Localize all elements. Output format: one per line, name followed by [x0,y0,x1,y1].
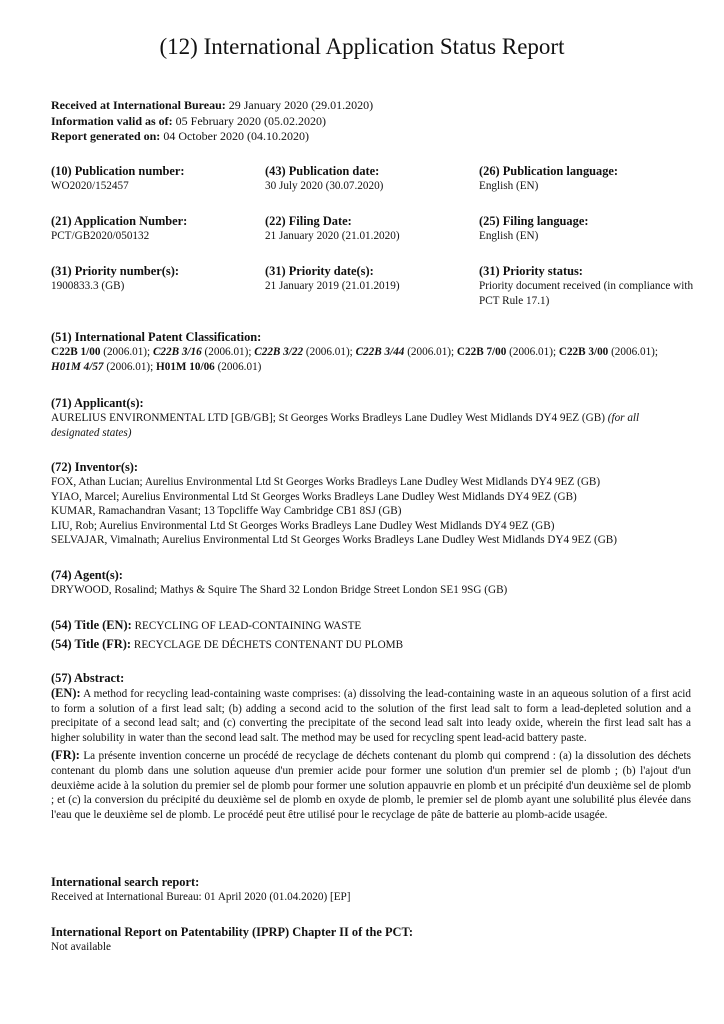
inventor-item: KUMAR, Ramachandran Vasant; 13 Topcliffe Way Cambridge CB1 8SJ (GB) [51,505,402,518]
priority-date-block [265,263,475,294]
search-report-label: International search report: [51,875,200,889]
ipc-code: C22B 3/00 [558,346,609,358]
ipc-code: C22B 3/16 [152,346,202,358]
agents-section [51,567,687,598]
ipc-code: C22B 3/44 [355,346,405,358]
publication-date: 30 July 2020 (30.07.2020) [265,180,384,192]
ipc-code: H01M 4/57 [51,360,104,373]
abstract-label: (57) Abstract: [51,671,125,685]
iprp-label: International Report on Patentability (IPRP) Chapter II of the PCT: [51,925,413,939]
ipc-version: (2006.01); [404,346,457,358]
publication-number: WO2020/152457 [51,180,129,192]
abstract-en-text: A method for recycling lead-containing waste comprises: (a) dissolving the lead-containing waste in an aqueous solution of a first acid to form a solution of a first lead salt; (b) adding a second acid to the solution of the first lead salt to form a lead-depleted solution and a precipitate of a second lead salt; and (c) converting the precipitate of the second lead salt into leady oxide, wherein the first lead salt has a higher solubility in water than the second lead salt. The method may be used for recycling spent lead-acid battery paste. [51,688,692,744]
filing-language-label: (25) Filing language: [479,214,589,228]
publication-language: English (EN) [479,180,539,192]
filing-language: English (EN) [479,230,539,242]
title-fr: RECYCLAGE DE DÉCHETS CONTENANT DU PLOMB [133,638,404,651]
inventors-section [51,459,687,548]
title-en: RECYCLING OF LEAD-CONTAINING WASTE [134,620,362,632]
search-report-text: Received at International Bureau: 01 April 2020 (01.04.2020) [EP] [51,891,351,903]
ipc-version: (2006.01) [214,360,262,373]
filing-date-block [265,213,475,244]
applicants-label: (71) Applicant(s): [51,396,144,410]
filing-language-block [479,213,689,244]
agent-text: DRYWOOD, Rosalind; Mathys & Squire The Shard 32 London Bridge Street London SE1 9SG (GB) [51,584,508,596]
applicant-entry [51,411,687,440]
priority-date-label: (31) Priority date(s): [265,264,374,278]
valid-value: 05 February 2020 (05.02.2020) [175,113,326,128]
application-number: PCT/GB2020/050132 [51,230,150,242]
title-en-row [51,617,687,634]
publication-language-label: (26) Publication language: [479,164,619,178]
ipc-label: (51) International Patent Classification: [51,330,262,344]
inventor-item: SELVAJAR, Vimalnath; Aurelius Environmental Ltd St Georges Works Bradleys Lane Dudley West Midlands DY4 9EZ (GB) [51,534,617,547]
publication-date-label: (43) Publication date: [265,164,380,178]
title-fr-label: (54) Title (FR): [51,636,132,651]
publication-language-block [479,163,689,194]
generated-row [51,129,373,145]
ipc-version: (2006.01); [303,346,356,358]
ipc-section [51,329,687,374]
generated-value: 04 October 2020 (04.10.2020) [163,129,309,143]
received-row [51,98,373,114]
received-value: 29 January 2020 (29.01.2020) [228,98,374,112]
priority-date: 21 January 2019 (21.01.2019) [265,280,400,292]
publication-date-block [265,163,475,194]
valid-row [51,114,373,130]
title-fr-row [51,636,687,653]
title-en-label: (54) Title (EN): [51,618,132,632]
inventor-item: LIU, Rob; Aurelius Environmental Ltd St Georges Works Bradleys Lane Dudley West Midlands DY4 9EZ (GB) [51,519,555,532]
publication-number-block [51,163,261,194]
inventors-label: (72) Inventor(s): [51,460,139,474]
ipc-version: (2006.01); [608,346,658,358]
agents-label: (74) Agent(s): [51,568,123,582]
priority-status-label: (31) Priority status: [479,264,583,278]
application-number-block [51,213,261,244]
abstract-fr-text: La présente invention concerne un procédé de recyclage de déchets contenant du plomb qui comprend : (a) la dissolution des déchets contenant du plomb dans une solution aqueuse d'un premier acide pour former une solution d'un premier sel de plomb ; (b) l'ajout d'un deuxième acide à la solution du premier sel de plomb pour former une solution appauvrie en plomb et un précipité d'un deuxième sel de plomb ; et (c) la conversion du précipité du deuxième sel de plomb en oxyde de plomb, le premier sel de plomb ayant une solubilité plus élevée dans l'eau que le deuxième sel de plomb. Le procédé peut être utilisé pour le recyclage de pâte de batterie au plomb-acide usagée. [51,750,691,821]
inventors-list [51,475,687,548]
search-report-section [51,874,687,905]
filing-date-label: (22) Filing Date: [265,214,352,228]
priority-status-block [479,263,694,308]
ipc-version: (2006.01); [506,346,559,358]
priority-number: 1900833.3 (GB) [51,280,125,292]
ipc-code: C22B 3/22 [254,346,304,358]
abstract-fr [51,748,691,822]
ipc-code: H01M 10/06 [156,360,215,373]
valid-label: Information valid as of: [51,113,173,128]
priority-status: Priority document received (in compliance with PCT Rule 17.1) [479,280,694,307]
ipc-version: (2006.01); [100,346,153,358]
applicants-section [51,395,687,440]
ipc-classification-list [51,345,687,374]
application-number-label: (21) Application Number: [51,214,188,228]
inventor-item: YIAO, Marcel; Aurelius Environmental Ltd St Georges Works Bradleys Lane Dudley West Midlands DY4 9EZ (GB) [51,490,577,503]
titles-section [51,617,687,652]
ipc-version: (2006.01); [201,346,255,358]
report-meta [51,98,373,145]
inventor-item: FOX, Athan Lucian; Aurelius Environmental Ltd St Georges Works Bradleys Lane Dudley West Midlands DY4 9EZ (GB) [51,476,601,488]
applicant-text: AURELIUS ENVIRONMENTAL LTD [GB/GB]; St Georges Works Bradleys Lane Dudley West Midlands DY4 9EZ (GB) [51,412,605,424]
filing-date: 21 January 2020 (21.01.2020) [265,230,400,242]
ipc-code: C22B 1/00 [51,346,101,358]
iprp-section [51,924,687,955]
priority-number-block [51,263,261,294]
priority-number-label: (31) Priority number(s): [51,264,180,278]
abstract-en [51,686,691,745]
generated-label: Report generated on: [51,129,161,143]
abstract-en-tag: (EN): [51,686,81,700]
abstract-fr-tag: (FR): [51,748,80,763]
page-title: (12) International Application Status Report [159,34,565,59]
ipc-code: C22B 7/00 [456,346,507,358]
abstract-section [51,670,691,822]
iprp-text: Not available [51,941,111,953]
received-label: Received at International Bureau: [51,98,226,112]
applicant-designation-note: (for all designated states) [51,412,640,439]
publication-number-label: (10) Publication number: [51,164,185,178]
ipc-version: (2006.01); [103,360,157,373]
